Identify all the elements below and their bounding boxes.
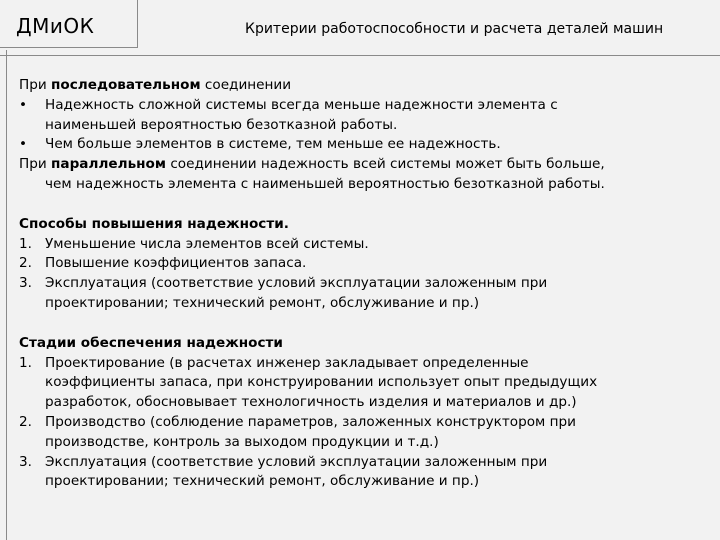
list-item: 3. Эксплуатация (соответствие условий эксплуатации заложенным при (19, 453, 548, 470)
list-item: 1. Уменьшение числа элементов всей системы. (19, 235, 369, 252)
bullet-item-continuation: наименьшей вероятностью безотказной работы. (45, 116, 398, 133)
slide-title: Критерии работоспособности и расчета деталей машин (245, 21, 664, 37)
parallel-continuation: чем надежность элемента с наименьшей вероятностью безотказной работы. (45, 175, 605, 192)
parallel-intro: При параллельном соединении надежность всей системы может быть больше, (19, 156, 605, 173)
list-item-continuation: коэффициенты запаса, при конструировании использует опыт предыдущих (45, 374, 598, 391)
serial-intro: При последовательном соединении (19, 77, 292, 93)
list-item-continuation: производстве, контроль за выходом продукции и т.д.) (45, 433, 439, 450)
list-item-continuation: разработок, обосновывает технологичность изделия и материалов и др.) (45, 394, 577, 411)
list-item: 2. Повышение коэффициентов запаса. (19, 255, 307, 272)
stages-heading: Стадии обеспечения надежности (19, 334, 283, 351)
methods-heading: Способы повышения надежности. (19, 215, 289, 232)
list-item: 2. Производство (соблюдение параметров, заложенных конструктором при (19, 413, 576, 430)
list-item-continuation: проектировании; технический ремонт, обслуживание и пр.) (45, 294, 480, 311)
bullet-marker: • (19, 136, 28, 153)
slide-content (19, 76, 709, 492)
list-item: 3. Эксплуатация (соответствие условий эксплуатации заложенным при (19, 275, 548, 292)
list-item: 1. Проектирование (в расчетах инженер закладывает определенные (19, 354, 529, 371)
left-divider (6, 50, 7, 540)
header-divider (0, 55, 720, 56)
list-item-continuation: проектировании; технический ремонт, обслуживание и пр.) (45, 473, 480, 490)
bullet-item: • Надежность сложной системы всегда меньше надежности элемента с (19, 96, 709, 116)
bullet-marker: • (19, 96, 28, 113)
bullet-item: • Чем больше элементов в системе, тем меньше ее надежность. (19, 135, 709, 155)
logo: ДМиОК (16, 14, 95, 38)
